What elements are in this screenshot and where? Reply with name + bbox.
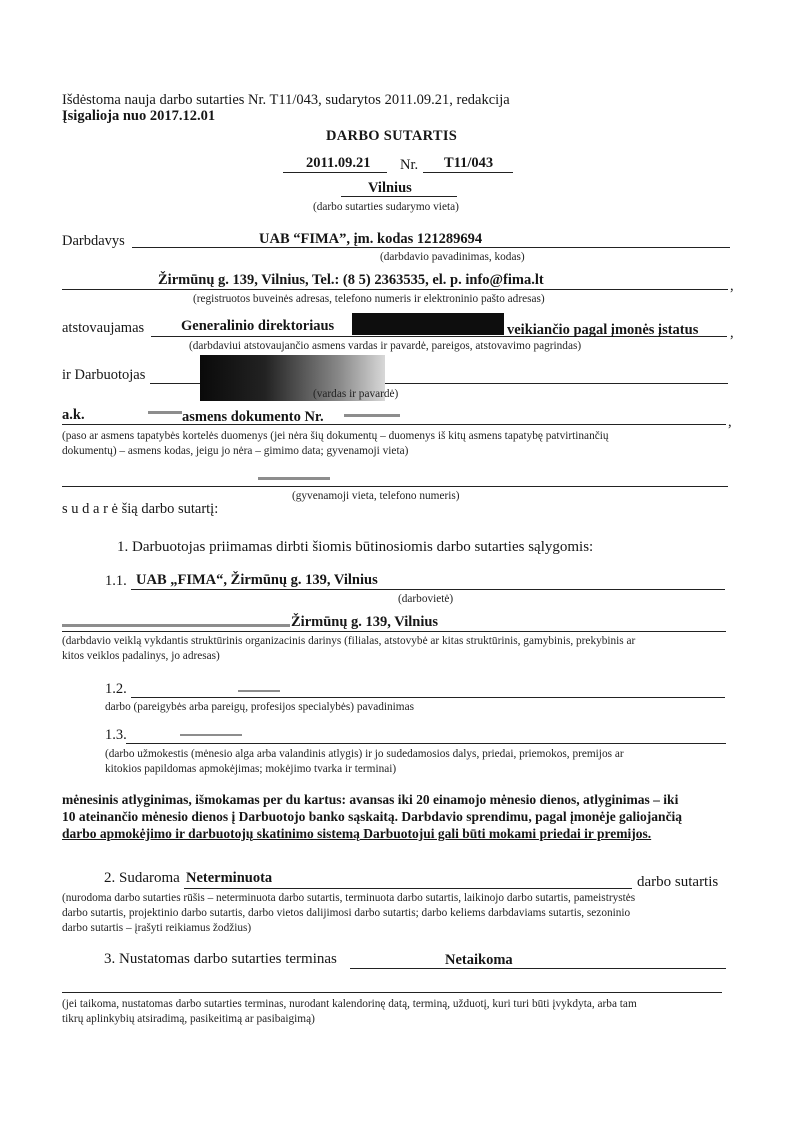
- contract-term: Netaikoma: [445, 952, 513, 968]
- redacted-salary: [180, 734, 242, 736]
- contract-term-extra-line: [62, 992, 722, 993]
- personal-code-label: a.k.: [62, 407, 85, 423]
- position-line: [131, 697, 725, 698]
- id-document-label: asmens dokumento Nr.: [182, 409, 324, 425]
- residence-hint: (gyvenamoji vieta, telefono numeris): [292, 490, 460, 502]
- redacted-position: [238, 690, 280, 692]
- salary-terms-line-1: mėnesinis atlyginimas, išmokamas per du kartus: avansas iki 20 einamojo mėnesio dienos, atlyginimas – iki: [62, 792, 679, 807]
- concluded-statement: s u d a r ė šią darbo sutartį:: [62, 501, 219, 517]
- clause-1-intro: 1. Darbuotojas priimamas dirbti šiomis būtinosiomis darbo sutarties sąlygomis:: [117, 539, 594, 555]
- employer-address: Žirmūnų g. 139, Vilnius, Tel.: (8 5) 2363535, el. p. info@fima.lt: [158, 272, 544, 288]
- salary-line: [126, 743, 726, 744]
- clause-2-prefix: 2. Sudaroma: [104, 870, 180, 886]
- id-hint-line-1: (paso ar asmens tapatybės kortelės duomenys (jei nėra šių dokumentų – duomenys iš kitų asmens tapatybę patvirtinančių: [62, 430, 609, 442]
- contract-term-line: [350, 968, 726, 969]
- salary-terms-line-3: darbo apmokėjimo ir darbuotojų skatinimo sistemą Darbuotojui gali būti mokami priedai ir premijos.: [62, 826, 652, 841]
- workplace: UAB „FIMA“, Žirmūnų g. 139, Vilnius: [136, 572, 378, 588]
- employer-address-hint: (registruotos buveinės adresas, telefono numeris ir elektroninio pašto adresas): [193, 293, 545, 305]
- employee-label: ir Darbuotojas: [62, 367, 146, 383]
- city-hint: (darbo sutarties sudarymo vieta): [313, 201, 459, 213]
- redacted-document-number: [344, 414, 400, 417]
- effective-date-note: Įsigalioja nuo 2017.12.01: [62, 108, 216, 124]
- representation-basis: veikiančio pagal įmonės įstatus: [507, 322, 699, 338]
- redacted-personal-code: [148, 411, 182, 414]
- represented-label: atstovaujamas: [62, 320, 145, 336]
- workplace-line: [131, 589, 725, 590]
- date-line: [283, 172, 387, 173]
- comma: ,: [728, 414, 732, 430]
- contract-type-line: [184, 888, 632, 889]
- unit-address: Žirmūnų g. 139, Vilnius: [291, 614, 439, 630]
- clause-2-suffix: darbo sutartis: [637, 874, 719, 890]
- id-line: [62, 424, 726, 425]
- employer-name-hint: (darbdavio pavadinimas, kodas): [380, 251, 525, 263]
- contract-city: Vilnius: [368, 180, 412, 196]
- employee-name-hint: (vardas ir pavardė): [313, 388, 399, 400]
- id-hint-line-2: dokumentų) – asmens kodas, jeigu jo nėra – gimimo data; gyvenamoji vieta): [62, 445, 409, 457]
- contract-type-hint-line-2: darbo sutartis, projektinio darbo sutartis, darbo vietos dalijimosi darbo sutartis; darbo keliems darbdaviams sutartis, sezoninio: [62, 907, 631, 919]
- redacted-unit-name: [62, 624, 290, 627]
- clause-3-prefix: 3. Nustatomas darbo sutarties terminas: [104, 951, 337, 967]
- salary-terms-line-2: 10 ateinančio mėnesio dienos į Darbuotojo banko sąskaitą. Darbdavio sprendimu, pagal įmonėje galiojančią: [62, 809, 683, 824]
- employer-address-line: [62, 289, 728, 290]
- comma: ,: [730, 278, 734, 294]
- contract-date: 2011.09.21: [306, 155, 371, 171]
- nr-line: [423, 172, 513, 173]
- redacted-representative-name: [352, 313, 504, 335]
- position-hint: darbo (pareigybės arba pareigų, profesijos specialybės) pavadinimas: [105, 701, 414, 713]
- residence-line: [62, 486, 728, 487]
- contract-type: Neterminuota: [186, 870, 273, 886]
- unit-hint-line-2: kitos veiklos padalinys, jo adresas): [62, 650, 220, 662]
- workplace-hint: (darbovietė): [398, 593, 454, 605]
- clause-1-3-number: 1.3.: [105, 727, 127, 743]
- contract-type-hint-line-1: (nurodoma darbo sutarties rūšis – neterminuota darbo sutartis, terminuota darbo sutartis, laikinojo darbo sutartis, pameistrystės: [62, 892, 636, 904]
- contract-term-hint-line-2: tikrų aplinkybių atsiradimą, pasikeitimą ar pasibaigimą): [62, 1013, 315, 1025]
- employer-name: UAB “FIMA”, įm. kodas 121289694: [259, 231, 483, 247]
- clause-1-1-number: 1.1.: [105, 573, 127, 589]
- redacted-residence: [258, 477, 330, 480]
- salary-hint-line-2: kitokios papildomas apmokėjimas; mokėjimo tvarka ir terminai): [105, 763, 397, 775]
- contract-term-hint-line-1: (jei taikoma, nustatomas darbo sutarties terminas, nurodant kalendorinę datą, terminą, užduotį, kuri turi būti įvykdyta, arba tam: [62, 998, 637, 1010]
- unit-line: [62, 631, 726, 632]
- revision-note: Išdėstoma nauja darbo sutarties Nr. T11/043, sudarytos 2011.09.21, redakcija: [62, 92, 510, 108]
- representative-hint: (darbdaviui atstovaujančio asmens vardas ir pavardė, pareigos, atstovavimo pagrindas): [189, 340, 582, 352]
- unit-hint-line-1: (darbdavio veiklą vykdantis struktūrinis organizacinis darinys (filialas, atstovybė ar kitas struktūrinis, gamybinis, prekybinis ar: [62, 635, 636, 647]
- nr-label: Nr.: [400, 157, 419, 173]
- clause-1-2-number: 1.2.: [105, 681, 127, 697]
- representative-role: Generalinio direktoriaus: [181, 318, 335, 334]
- contract-number: T11/043: [444, 155, 494, 171]
- document-title: DARBO SUTARTIS: [326, 128, 458, 144]
- contract-type-hint-line-3: darbo sutartis – įrašyti reikiamus žodžius): [62, 922, 252, 934]
- comma: ,: [730, 325, 734, 341]
- salary-hint-line-1: (darbo užmokestis (mėnesio alga arba valandinis atlygis) ir jo sudedamosios dalys, priedai, priemokos, premijos ar: [105, 748, 624, 760]
- employer-label: Darbdavys: [62, 233, 125, 249]
